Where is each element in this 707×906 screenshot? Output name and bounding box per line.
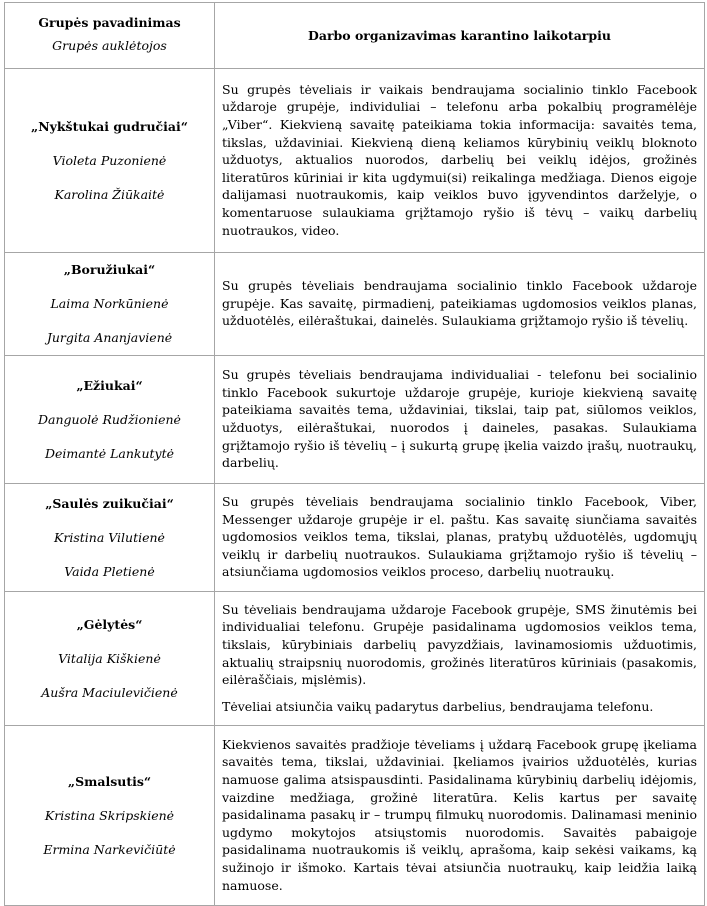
- header-group-cell: [5, 3, 215, 69]
- work-description-cell: [215, 726, 705, 906]
- work-description-cell: [215, 253, 705, 356]
- group-cell: [5, 592, 215, 726]
- group-cell: [5, 726, 215, 906]
- teacher-name: Vaida Pletienė: [64, 563, 155, 579]
- work-description: Su grupės tėveliais bendraujama individualiai - telefonu bei socialinio tinklo Facebook sukurtoje uždaroje grupėje, kurioje kiekvieną savaitę pateikiama savaitės tema, uždaviniai, tikslai, taip pat, siūlomos veiklos, užduotys, eilėraštukai, nuorodos į daineles, pasakas. Sulaukiama grįžtamojo ryšio iš tėvelių – į sukurtą grupę įkelia vaizdo įrašų, nuotraukų, darbelių.: [222, 367, 697, 471]
- header-row: [5, 3, 705, 69]
- header-work-cell: [215, 3, 705, 69]
- table-row: [5, 253, 705, 356]
- group-name: „Gėlytės“: [76, 616, 143, 632]
- table-row: [5, 726, 705, 906]
- header-teachers-subtitle: Grupės auklėtojos: [52, 37, 167, 53]
- teacher-name: Kristina Skripskienė: [44, 807, 175, 823]
- work-description-cell: [215, 592, 705, 726]
- table-row: [5, 356, 705, 484]
- teacher-name: Laima Norkūnienė: [50, 296, 169, 311]
- work-description-cell: [215, 69, 705, 253]
- quarantine-work-table: [4, 2, 705, 906]
- group-name: „Nykštukai gudručiai“: [31, 118, 188, 134]
- header-work-title: Darbo organizavimas karantino laikotarpiu: [308, 28, 611, 43]
- work-description: Su tėveliais bendraujama uždaroje Facebook grupėje, SMS žinutėmis bei individualiai telefonu. Grupėje pasidalinama ugdomosios veiklos tema, tikslais, kūrybiniais darbelių pavyzdžiais, lavinamosiomis užduotimis, aktualių straipsnių nuorodomis, grožinės literatūros kūriniais (pasakomis, eilėraščiais, mįslėmis).: [222, 601, 697, 688]
- teacher-name: Danguolė Rudžionienė: [38, 411, 181, 427]
- work-description: Su grupės tėveliais bendraujama socialinio tinklo Facebook uždaroje grupėje. Kas savaitę, pirmadienį, pateikiamas ugdomosios veiklos planas, užduotėlės, eilėraštukai, dainelės. Sulaukiama grįžtamojo ryšio iš tėvelių.: [222, 278, 697, 329]
- group-cell: [5, 484, 215, 592]
- work-description: Su grupės tėveliais ir vaikais bendraujama socialinio tinklo Facebook uždaroje grupėje, individuliai – telefonu arba pokalbių programėlėje „Viber“. Kiekvieną savaitę pateikiama tokia informacija: savaitės tema, tikslas, uždaviniai. Kiekvieną dieną keliamos kūrybinių veiklų bloknoto užduotys, aktualios nuorodos, darbelių bei veiklų idėjos, grožinės literatūros kūriniai ir kita ugdymui(si) reikalinga medžiaga. Dienos eigoje dalijamasi nuotraukomis, kaip veiklos buvo įgyvendintos darželyje, o komentaruose sulaukiama grįžtamojo ryšio iš tėvų – vaikų darbelių nuotraukos, video.: [222, 81, 697, 238]
- group-cell: [5, 253, 215, 356]
- header-group-title: Grupės pavadinimas: [38, 14, 181, 30]
- teacher-name: Aušra Maciulevičienė: [41, 684, 178, 700]
- group-name: „Boružiukai“: [63, 262, 156, 277]
- work-description-cell: [215, 484, 705, 592]
- teacher-name: Ermina Narkevičiūtė: [43, 841, 176, 857]
- table-row: [5, 592, 705, 726]
- teacher-name: Violeta Puzonienė: [52, 152, 167, 168]
- table-row: [5, 484, 705, 592]
- work-description-cell: [215, 356, 705, 484]
- work-description-note: Tėveliai atsiunčia vaikų padarytus darbelius, bendraujama telefonu.: [222, 698, 654, 714]
- table-row: [5, 69, 705, 253]
- teacher-name: Jurgita Ananjavienė: [46, 330, 173, 345]
- teacher-name: Vitalija Kiškienė: [58, 650, 161, 666]
- work-description: Su grupės tėveliais bendraujama socialinio tinklo Facebook, Viber, Messenger uždaroje grupėje ir el. paštu. Kas savaitę siunčiama savaitės ugdomosios veiklos tema, tikslai, planas, pratybų užduotėlės, ugdomųjų veiklų ir darbelių nuotraukos. Sulaukiama grįžtamojo ryšio iš tėvelių – atsiunčiama ugdomosios veiklos proceso, darbelių nuotraukų.: [222, 494, 697, 580]
- teacher-name: Kristina Vilutienė: [54, 529, 165, 545]
- teacher-name: Deimantė Lankutytė: [44, 445, 175, 461]
- teacher-name: Karolina Žiūkaitė: [54, 186, 165, 202]
- group-name: „Smalsutis“: [67, 773, 152, 789]
- group-name: „Saulės zuikučiai“: [45, 495, 174, 511]
- group-cell: [5, 69, 215, 253]
- group-cell: [5, 356, 215, 484]
- work-description: Kiekvienos savaitės pradžioje tėveliams į uždarą Facebook grupę įkeliama savaitės tema, tikslai, uždaviniai. Įkeliamos įvairios užduotėlės, kurias namuose galima atsispausdinti. Pasidalinama kūrybinių darbelių idėjomis, vaizdine medžiaga, grožinė literatūra. Kelis kartus per savaitę pasidalinama pasakų ir – trumpų filmukų nuorodomis. Dalinamasi meninio ugdymo mokytojos atsiųstomis nuorodomis. Savaitės pabaigoje pasidalinama nuotraukomis iš veiklų, aprašoma, kaip sekėsi vaikams, ką sužinojo ir išmoko. Kartais tėvai atsiunčia nuotraukų, kaip leidžia laiką namuose.: [222, 736, 697, 893]
- group-name: „Ežiukai“: [76, 377, 143, 393]
